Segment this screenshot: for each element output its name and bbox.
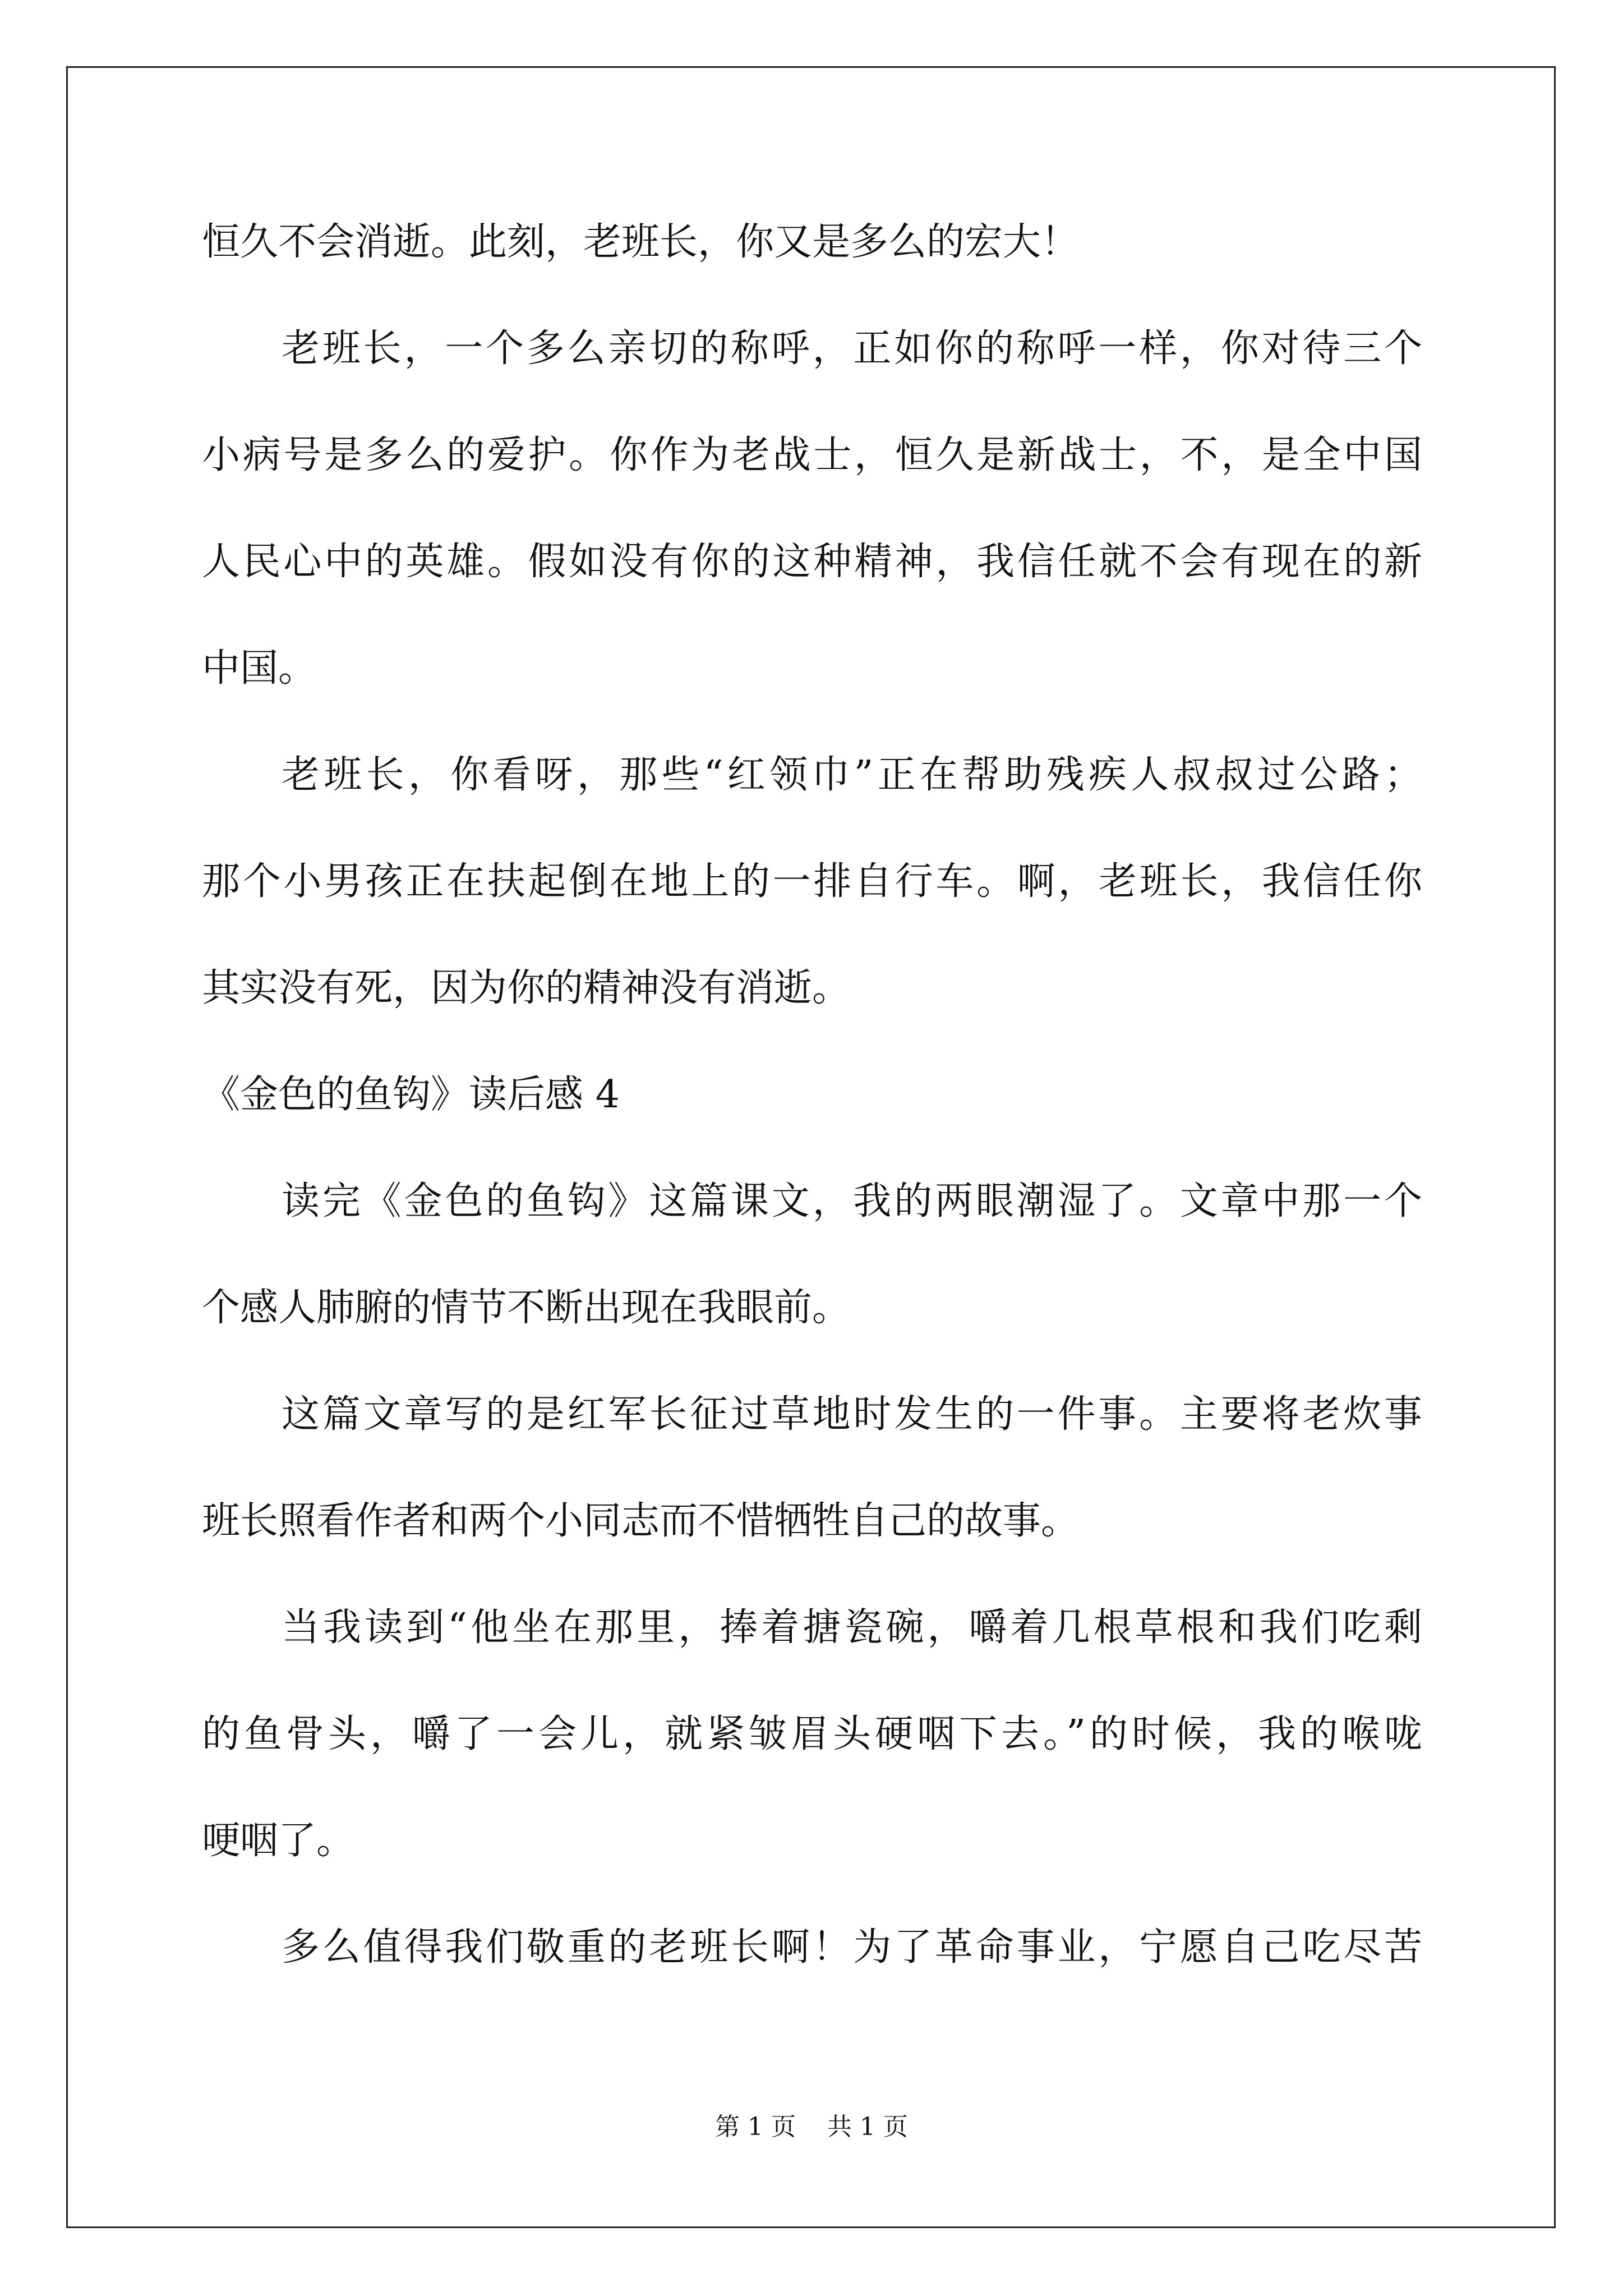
text-line: 的鱼骨头，嚼了一会儿，就紧皱眉头硬咽下去。”的时候，我的喉咙 <box>202 1712 1422 1756</box>
page-total: 共 1 页 <box>827 2113 908 2141</box>
page-footer <box>0 2110 1623 2144</box>
section-heading: 《金色的鱼钩》读后感 4 <box>202 1073 620 1117</box>
text-line: 人民心中的英雄。假如没有你的这种精神，我信任就不会有现在的新 <box>202 540 1422 584</box>
text-line: 恒久不会消逝。此刻，老班长，你又是多么的宏大！ <box>202 220 1080 264</box>
text-line: 中国。 <box>202 646 317 691</box>
text-line: 老班长，一个多么亲切的称呼，正如你的称呼一样，你对待三个 <box>282 326 1422 371</box>
text-line: 这篇文章写的是红军长征过草地时发生的一件事。主要将老炊事 <box>282 1392 1422 1437</box>
text-line: 哽咽了。 <box>202 1819 355 1863</box>
text-line: 个感人肺腑的情节不断出现在我眼前。 <box>202 1286 851 1330</box>
text-line: 当我读到“他坐在那里，捧着搪瓷碗，嚼着几根草根和我们吃剩 <box>282 1605 1422 1650</box>
page-border <box>66 66 1556 2228</box>
text-line: 那个小男孩正在扶起倒在地上的一排自行车。啊，老班长，我信任你 <box>202 859 1422 904</box>
text-line: 其实没有死，因为你的精神没有消逝。 <box>202 966 851 1010</box>
text-line: 老班长，你看呀，那些“红领巾”正在帮助残疾人叔叔过公路； <box>282 753 1422 797</box>
page-number: 第 1 页 <box>715 2113 796 2141</box>
text-line: 小病号是多么的爱护。你作为老战士，恒久是新战士，不，是全中国 <box>202 433 1422 477</box>
text-line: 读完《金色的鱼钩》这篇课文，我的两眼潮湿了。文章中那一个 <box>282 1179 1422 1223</box>
text-line: 多么值得我们敬重的老班长啊！为了革命事业，宁愿自己吃尽苦 <box>282 1925 1422 1970</box>
text-line: 班长照看作者和两个小同志而不惜牺牲自己的故事。 <box>202 1499 1080 1543</box>
